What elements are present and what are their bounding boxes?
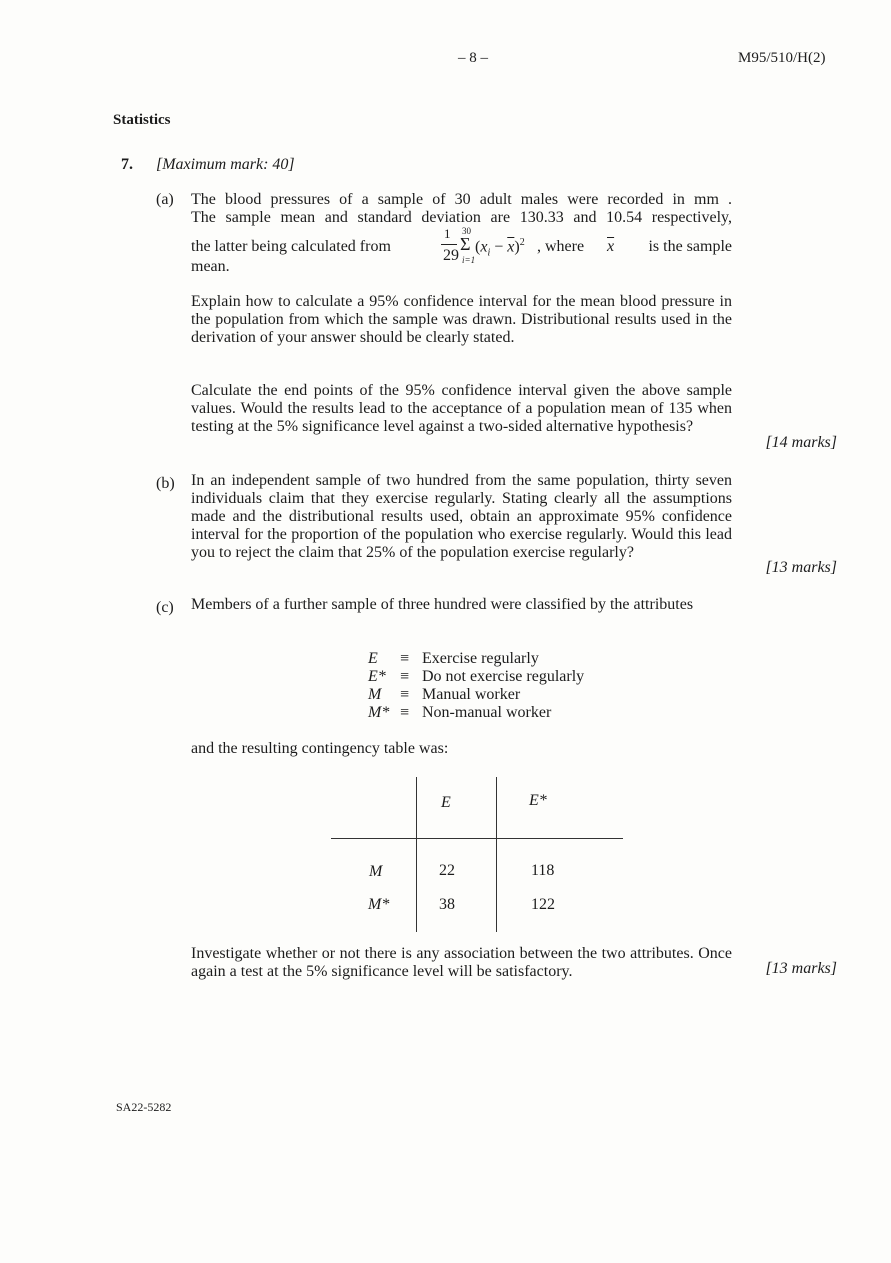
xbar-symbol: $\overline{x}$ bbox=[607, 238, 615, 255]
definition-row: M ≡ Manual worker bbox=[368, 686, 521, 703]
part-c-final: Investigate whether or not there is any association between the two attributes. Once again a test at the 5% significance level will be satisfactory. bbox=[191, 945, 732, 980]
contingency-table bbox=[331, 777, 623, 932]
row-label: M bbox=[369, 863, 383, 880]
fraction-bar bbox=[441, 244, 457, 245]
part-b-text: In an independent sample of two hundred from the same population, thirty seven individuals claim that they exercise regularly. Stating clearly all the assumptions made and the distributional results used, obtain an approximate 95% confidence interval for the proportion of the population who exercise regularly. Would this lead you to reject the claim that 25% of the population exercise regularly? bbox=[191, 472, 732, 561]
table-cell: 38 bbox=[439, 896, 455, 913]
row-label: M* bbox=[368, 896, 390, 913]
table-cell: 118 bbox=[531, 862, 555, 879]
sigma-symbol: Σ bbox=[460, 234, 471, 254]
table-header-rule bbox=[331, 838, 623, 839]
part-b-marks: [13 marks] bbox=[765, 559, 837, 576]
variance-formula bbox=[191, 226, 732, 279]
column-header: E bbox=[441, 794, 451, 811]
definition-row: E ≡ Exercise regularly bbox=[368, 650, 539, 667]
footer-code: SA22-5282 bbox=[116, 1100, 172, 1114]
definition-row: E* ≡ Do not exercise regularly bbox=[368, 668, 585, 685]
column-header: E* bbox=[529, 792, 547, 809]
part-c-intro: Members of a further sample of three hundred were classified by the attributes bbox=[191, 596, 694, 613]
part-a-line1: The blood pressures of a sample of 30 adult males were recorded in mm . bbox=[191, 191, 732, 208]
table-cell: 122 bbox=[531, 896, 555, 913]
summand: $(x_i - \overline{x})^2$ bbox=[475, 237, 525, 259]
sum-upper-limit: 30 bbox=[462, 226, 471, 236]
paper-code: M95/510/H(2) bbox=[738, 50, 826, 66]
mean-word: mean. bbox=[191, 258, 230, 275]
table-intro: and the resulting contingency table was: bbox=[191, 740, 449, 757]
fraction-numerator: 1 bbox=[444, 226, 451, 241]
page-number: – 8 – bbox=[458, 50, 488, 66]
definition-row: M* ≡ Non-manual worker bbox=[368, 704, 552, 721]
is-the-sample: is the sample bbox=[648, 238, 732, 255]
part-a-marks: [14 marks] bbox=[765, 434, 837, 451]
sum-lower-limit: i=1 bbox=[462, 255, 476, 265]
table-cell: 22 bbox=[439, 862, 455, 879]
question-number: 7. bbox=[121, 156, 133, 173]
part-a-explain: Explain how to calculate a 95% confidence interval for the mean blood pressure in the population from which the sample was drawn. Distributional results used in the derivation of your answer should be clearly stated. bbox=[191, 293, 732, 346]
part-a-line2: The sample mean and standard deviation are 130.33 and 10.54 respectively, bbox=[191, 209, 732, 226]
part-b-label: (b) bbox=[156, 475, 175, 492]
section-title: Statistics bbox=[113, 112, 171, 128]
fraction-denominator: 29 bbox=[443, 247, 459, 264]
table-divider-1 bbox=[416, 777, 417, 932]
max-mark: [Maximum mark: 40] bbox=[156, 156, 295, 173]
part-c-marks: [13 marks] bbox=[765, 960, 837, 977]
part-c-label: (c) bbox=[156, 599, 174, 616]
part-a-calculate: Calculate the end points of the 95% confidence interval given the above sample values. Would the results lead to the acceptance of a population mean of 135 when testing at the 5% significance level against a two-sided alternative hypothesis? bbox=[191, 382, 732, 435]
formula-prefix: the latter being calculated from bbox=[191, 238, 391, 255]
part-a-text bbox=[191, 191, 732, 227]
formula-suffix: , where bbox=[537, 238, 585, 255]
part-a-label: (a) bbox=[156, 191, 174, 208]
attribute-definitions bbox=[368, 650, 584, 722]
table-divider-2 bbox=[496, 777, 497, 932]
